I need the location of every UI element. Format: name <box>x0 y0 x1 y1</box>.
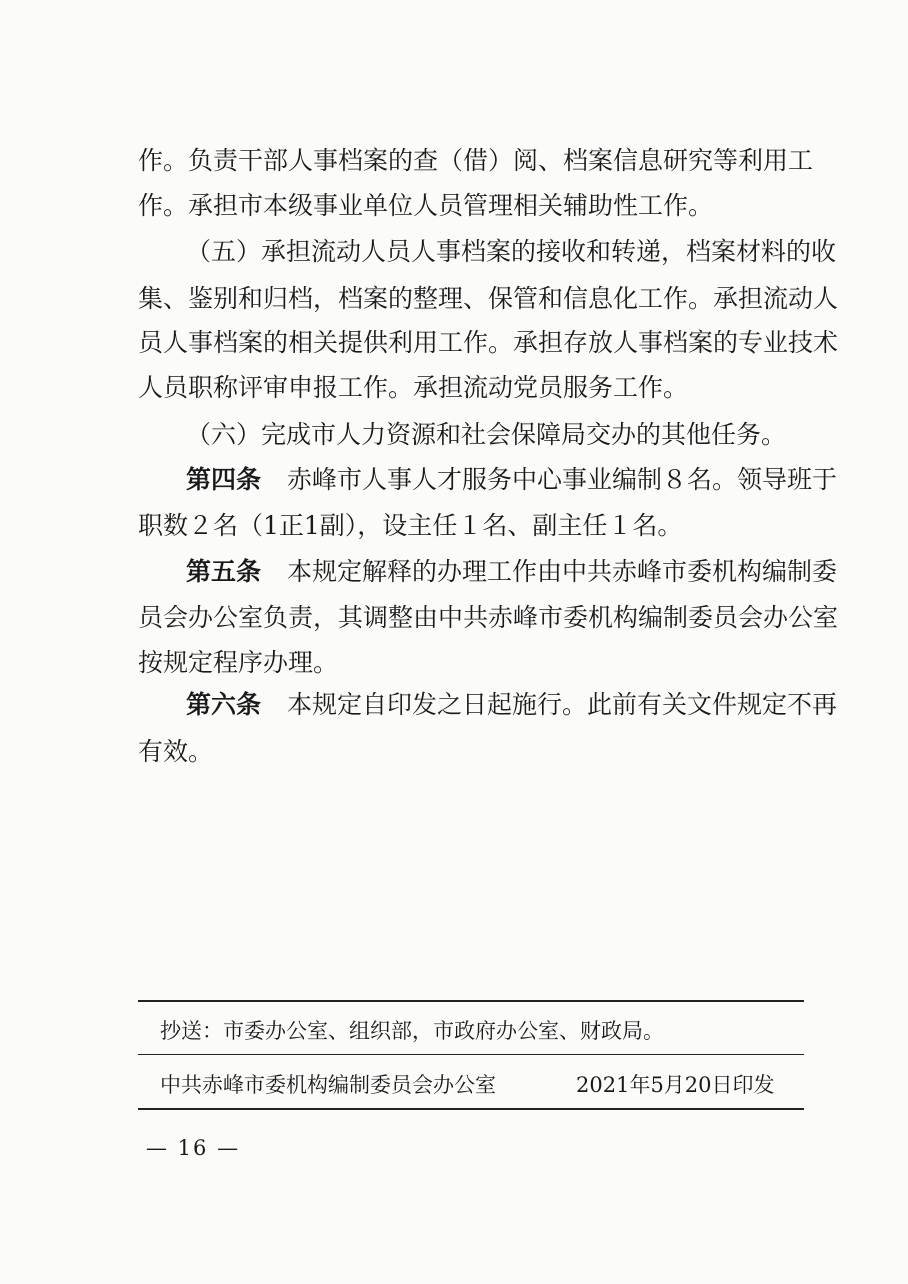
paragraph-line: 作。承担市本级事业单位人员管理相关辅助性工作。 <box>138 191 714 220</box>
article-5-text: 本规定解释的办理工作由中共赤峰市委机构编制委 <box>287 557 838 586</box>
article-6-line <box>186 690 838 720</box>
paragraph-line: 员人事档案的相关提供利用工作。承担存放人事档案的专业技术 <box>138 328 839 357</box>
paragraph-line: 职数２名（1正1副），设主任１名、副主任１名。 <box>138 511 683 540</box>
article-5-line <box>186 557 838 587</box>
paragraph-line: 员会办公室负责，其调整由中共赤峰市委机构编制委员会办公室 <box>138 603 839 632</box>
paragraph-line: 集、鉴别和归档，档案的整理、保管和信息化工作。承担流动人 <box>138 284 839 313</box>
article-6-text: 本规定自印发之日起施行。此前有关文件规定不再 <box>287 690 838 719</box>
cc-line: 抄送：市委办公室、组织部，市政府办公室、财政局。 <box>160 1019 664 1043</box>
paragraph-line: 人员职称评审申报工作。承担流动党员服务工作。 <box>138 373 689 402</box>
footer-top-rule <box>138 1000 804 1002</box>
footer-middle-rule <box>138 1054 804 1055</box>
article-6-label: 第六条 <box>186 690 262 719</box>
issuer-name: 中共赤峰市委机构编制委员会办公室 <box>160 1073 496 1097</box>
article-4-text: 赤峰市人事人才服务中心事业编制８名。领导班于 <box>287 465 838 494</box>
paragraph-line: 有效。 <box>138 737 214 766</box>
paragraph-line: （五）承担流动人员人事档案的接收和转递，档案材料的收 <box>186 237 837 266</box>
article-4-line <box>186 465 838 495</box>
footer-bottom-rule <box>138 1108 804 1110</box>
article-4-label: 第四条 <box>186 465 262 494</box>
article-5-label: 第五条 <box>186 557 262 586</box>
paragraph-line: （六）完成市人力资源和社会保障局交办的其他任务。 <box>186 420 787 449</box>
page-number: — 16 — <box>146 1136 241 1160</box>
paragraph-line: 作。负责干部人事档案的查（借）阅、档案信息研究等利用工 <box>138 146 814 175</box>
paragraph-line: 按规定程序办理。 <box>138 648 339 677</box>
issue-date: 2021年5月20日印发 <box>576 1073 775 1097</box>
